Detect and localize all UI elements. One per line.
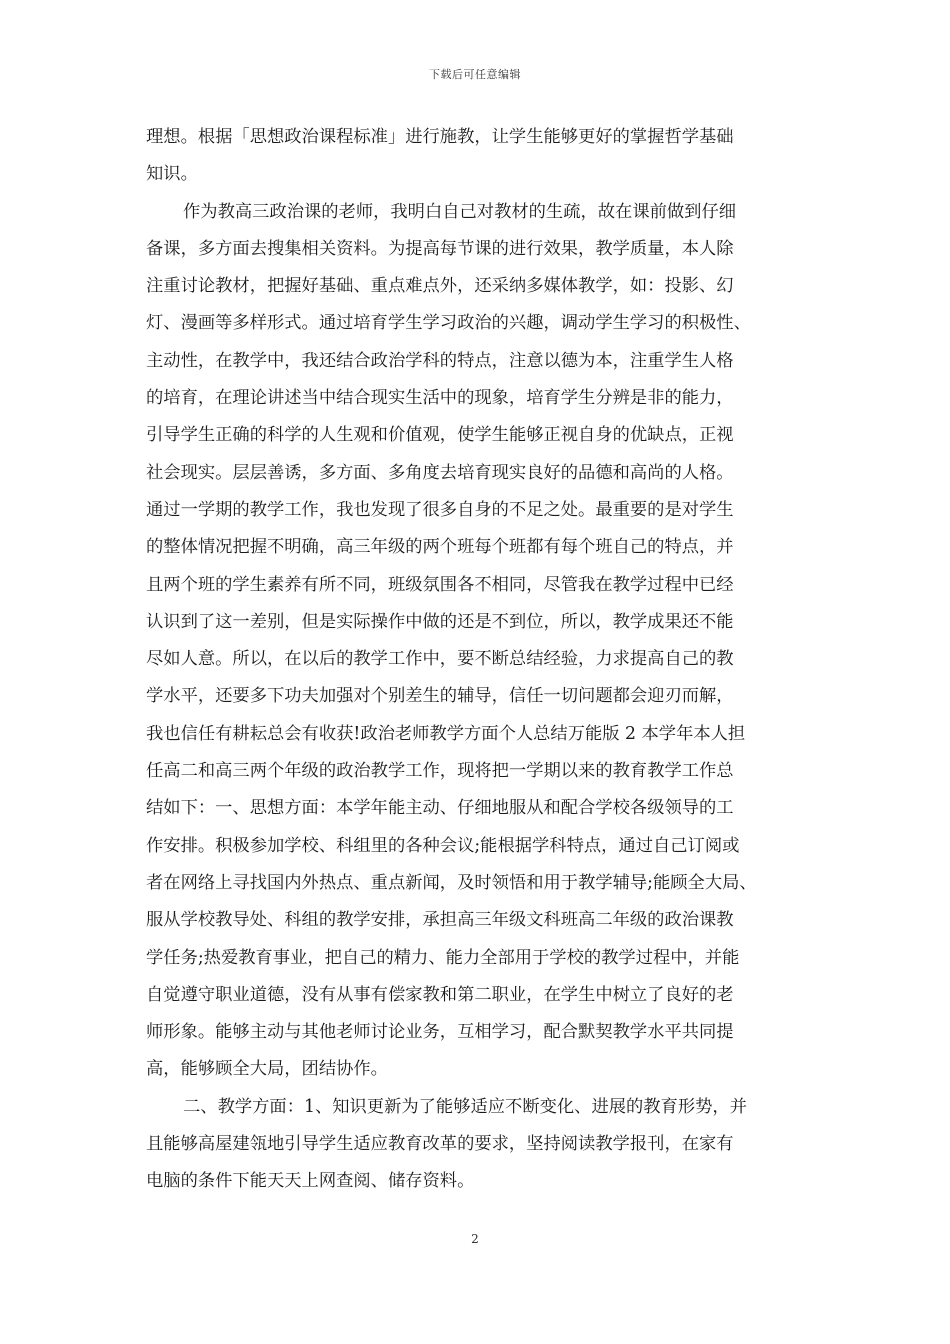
text-line: 学任务;热爱教育事业，把自己的精力、能力全部用于学校的教学过程中，并能 — [146, 947, 740, 968]
text-line: 者在网络上寻找国内外热点、重点新闻，及时领悟和用于教学辅导;能顾全大局、 — [146, 872, 757, 893]
text-line: 作为教高三政治课的老师，我明白自己对教材的生疏，故在课前做到仔细 — [183, 201, 737, 222]
text-line: 我也信任有耕耘总会有收获!政治老师教学方面个人总结万能版 2 本学年本人担 — [146, 723, 746, 744]
text-line: 通过一学期的教学工作，我也发现了很多自身的不足之处。最重要的是对学生 — [146, 499, 734, 520]
text-line: 师形象。能够主动与其他老师讨论业务，互相学习，配合默契教学水平共同提 — [146, 1022, 734, 1043]
text-line: 知识。 — [146, 164, 198, 185]
document-body — [146, 119, 810, 1201]
text-line: 主动性，在教学中，我还结合政治学科的特点，注意以德为本，注重学生人格 — [146, 350, 734, 371]
page-number: 2 — [471, 1232, 479, 1246]
text-line: 且能够高屋建瓴地引导学生适应教育改革的要求，坚持阅读教学报刊，在家有 — [146, 1134, 734, 1155]
text-line: 自觉遵守职业道德，没有从事有偿家教和第二职业，在学生中树立了良好的老 — [146, 984, 734, 1005]
text-line: 学水平，还要多下功夫加强对个别差生的辅导，信任一切问题都会迎刃而解， — [146, 686, 734, 707]
text-line: 任高二和高三两个年级的政治教学工作，现将把一学期以来的教育教学工作总 — [146, 761, 734, 782]
text-line: 的培育，在理论讲述当中结合现实生活中的现象，培育学生分辨是非的能力， — [146, 388, 734, 409]
text-line: 备课，多方面去搜集相关资料。为提高每节课的进行效果，教学质量，本人除 — [146, 238, 734, 259]
page-header: 下载后可任意编辑 — [429, 68, 521, 81]
text-line: 认识到了这一差别，但是实际操作中做的还是不到位，所以，教学成果还不能 — [146, 611, 734, 632]
text-line: 且两个班的学生素养有所不同，班级氛围各不相同，尽管我在教学过程中已经 — [146, 574, 734, 595]
text-line: 高，能够顾全大局，团结协作。 — [146, 1059, 388, 1080]
text-line: 作安排。积极参加学校、科组里的各种会议;能根据学科特点，通过自己订阅或 — [146, 835, 740, 856]
text-line: 二、教学方面：1、知识更新为了能够适应不断变化、进展的教育形势，并 — [183, 1096, 747, 1117]
text-line: 尽如人意。所以，在以后的教学工作中，要不断总结经验，力求提高自己的教 — [146, 649, 734, 670]
text-line: 结如下：一、思想方面：本学年能主动、仔细地服从和配合学校各级领导的工 — [146, 798, 734, 819]
text-line: 灯、漫画等多样形式。通过培育学生学习政治的兴趣，调动学生学习的积极性、 — [146, 313, 751, 334]
text-line: 注重讨论教材，把握好基础、重点难点外，还采纳多媒体教学，如：投影、幻 — [146, 276, 734, 297]
text-line: 的整体情况把握不明确，高三年级的两个班每个班都有每个班自己的特点，并 — [146, 537, 734, 558]
text-line: 社会现实。层层善诱，多方面、多角度去培育现实良好的品德和高尚的人格。 — [146, 462, 734, 483]
text-line: 引导学生正确的科学的人生观和价值观，使学生能够正视自身的优缺点，正视 — [146, 425, 734, 446]
text-line: 理想。根据「思想政治课程标准」进行施教，让学生能够更好的掌握哲学基础 — [146, 127, 734, 147]
text-line: 电脑的条件下能天天上网查阅、储存资料。 — [146, 1171, 475, 1192]
text-line: 服从学校教导处、科组的教学安排，承担高三年级文科班高二年级的政治课教 — [146, 910, 734, 931]
